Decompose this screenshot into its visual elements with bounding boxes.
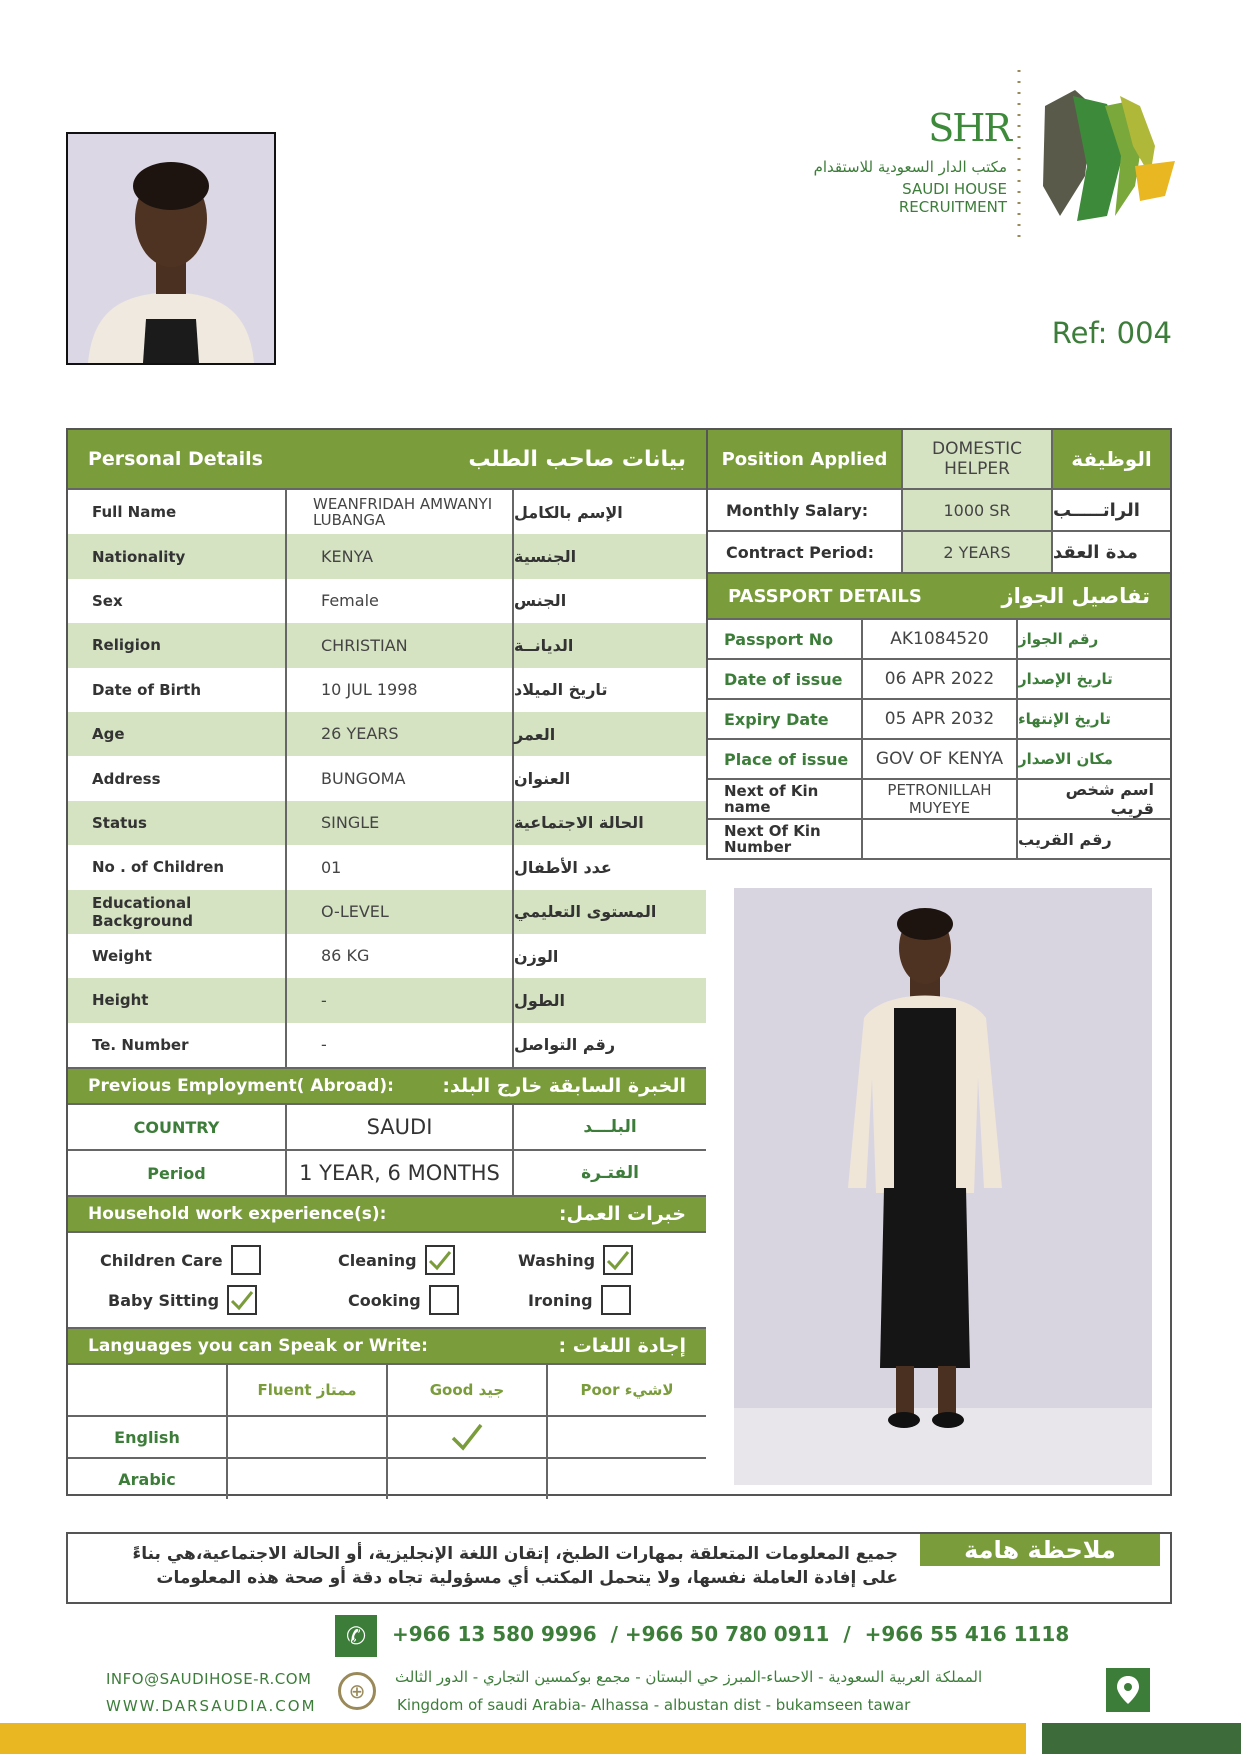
globe-icon: ⊕: [338, 1672, 376, 1710]
field-label-ar: الجنس: [514, 591, 567, 611]
passport-label-ar: تاريخ الإنتهاء: [1018, 710, 1111, 728]
checkmark-icon: [230, 1289, 254, 1311]
passport-row: [708, 620, 1170, 660]
field-label: Date of Birth: [68, 668, 287, 712]
field-value: Female: [287, 579, 514, 623]
previous-table: [68, 1103, 706, 1195]
language-name: Arabic: [68, 1459, 228, 1499]
passport-value: [863, 820, 1018, 858]
checkbox[interactable]: [601, 1285, 631, 1315]
checklist-label: Cleaning: [338, 1250, 417, 1270]
position-row-ar: الراتـــــب: [1053, 499, 1140, 521]
languages-column: Good جيد: [388, 1365, 548, 1415]
field-label-ar: عدد الأطفال: [514, 857, 612, 877]
passport-label: Expiry Date: [708, 700, 863, 738]
passport-row: [708, 740, 1170, 780]
previous-label-ar: البلـــد: [583, 1117, 637, 1138]
passport-value: AK1084520: [863, 620, 1018, 658]
position-section: [706, 430, 1170, 860]
personal-row: [68, 490, 706, 534]
note-title: ملاحظة هامة: [920, 1534, 1160, 1566]
passport-table: [708, 620, 1170, 860]
position-row-value: 1000 SR: [903, 490, 1053, 530]
field-label: Address: [68, 756, 287, 800]
personal-row: [68, 668, 706, 712]
passport-label: Next Of Kin Number: [708, 820, 863, 858]
passport-label: Date of issue: [708, 660, 863, 698]
languages-corner: [68, 1365, 228, 1415]
personal-title-en: Personal Details: [88, 448, 263, 470]
field-value: KENYA: [287, 534, 514, 578]
languages-column: Poor لاشيء: [580, 1381, 674, 1400]
previous-title-ar: الخبرة السابقة خارج البلد:: [442, 1075, 686, 1098]
field-value: 01: [287, 845, 514, 889]
languages-row: [68, 1457, 706, 1499]
personal-row: [68, 756, 706, 800]
field-value: WEANFRIDAH AMWANYI LUBANGA: [287, 490, 514, 534]
position-ar: الوظيفة: [1053, 430, 1170, 488]
previous-label: COUNTRY: [68, 1105, 287, 1149]
field-value: O-LEVEL: [287, 890, 514, 934]
passport-label-ar: رقم الجواز: [1018, 630, 1099, 648]
languages-title-ar: إجادة اللغات :: [558, 1335, 686, 1358]
company-logo: [795, 66, 1180, 246]
important-note: [66, 1532, 1172, 1604]
field-value: CHRISTIAN: [287, 623, 514, 667]
cv-card: [66, 428, 1172, 1496]
passport-label-ar: اسم شخص قريب: [1065, 780, 1154, 818]
passport-row: [708, 780, 1170, 820]
personal-row: [68, 801, 706, 845]
footer-bar-green: [1042, 1723, 1241, 1754]
passport-label: Next of Kin name: [708, 780, 863, 818]
checklist-item[interactable]: [528, 1285, 631, 1315]
passport-row: [708, 820, 1170, 860]
previous-label: Period: [68, 1151, 287, 1195]
footer-bar-yellow: [0, 1723, 1026, 1754]
field-label: Religion: [68, 623, 287, 667]
field-label: Te. Number: [68, 1023, 287, 1067]
passport-label-ar: رقم القريب: [1018, 829, 1112, 849]
passport-label-ar: تاريخ الإصدار: [1018, 670, 1113, 688]
passport-label: Passport No: [708, 620, 863, 658]
passport-value: GOV OF KENYA: [863, 740, 1018, 778]
website-link[interactable]: WWW.DARSAUDIA.COM: [106, 1697, 317, 1715]
personal-row: [68, 534, 706, 578]
checklist-item[interactable]: [108, 1285, 257, 1315]
languages-title-en: Languages you can Speak or Write:: [88, 1336, 428, 1357]
field-label: No . of Children: [68, 845, 287, 889]
position-row-ar: مدة العقد: [1053, 541, 1138, 563]
language-level-cell[interactable]: [548, 1417, 706, 1457]
field-label: Age: [68, 712, 287, 756]
brand-arabic: مكتب الدار السعودية للاستقدام: [813, 158, 1007, 176]
checkbox[interactable]: [227, 1285, 257, 1315]
passport-row: [708, 660, 1170, 700]
field-label: Educational Background: [68, 890, 287, 934]
passport-header: [708, 574, 1170, 620]
languages-head-row: [68, 1365, 706, 1415]
field-label: Full Name: [68, 490, 287, 534]
checklist-label: Ironing: [528, 1290, 593, 1310]
checklist-label: Washing: [518, 1250, 596, 1270]
previous-row: [68, 1149, 706, 1195]
full-body-photo: [734, 888, 1152, 1485]
address-english: Kingdom of saudi Arabia- Alhassa - albustan dist - bukamseen tawar: [397, 1696, 911, 1714]
language-level-cell[interactable]: [388, 1459, 548, 1499]
field-label: Height: [68, 978, 287, 1022]
checklist-item[interactable]: [518, 1245, 633, 1275]
position-row-label: Monthly Salary:: [708, 490, 903, 530]
household-checklist: [68, 1231, 706, 1327]
field-label-ar: الجنسية: [514, 547, 577, 567]
reference-number: Ref: 004: [1051, 316, 1172, 350]
brand-english: SAUDI HOUSE RECRUITMENT: [898, 180, 1007, 216]
household-header: [68, 1195, 706, 1231]
checkbox[interactable]: [429, 1285, 459, 1315]
personal-table: [68, 490, 706, 1067]
previous-header: [68, 1067, 706, 1103]
field-label: Status: [68, 801, 287, 845]
previous-title-en: Previous Employment( Abroad):: [88, 1076, 394, 1097]
portrait-photo: [66, 132, 276, 365]
field-label-ar: العنوان: [514, 769, 571, 789]
passport-title-en: PASSPORT DETAILS: [728, 585, 922, 607]
personal-row: [68, 845, 706, 889]
household-title-ar: خبرات العمل:: [558, 1203, 686, 1226]
languages-header: [68, 1327, 706, 1363]
checklist-item[interactable]: [348, 1285, 459, 1315]
email-link[interactable]: INFO@SAUDIHOSE-R.COM: [106, 1670, 312, 1688]
previous-value: SAUDI: [287, 1105, 514, 1149]
checkmark-icon: [606, 1249, 630, 1271]
personal-title-ar: بيانات صاحب الطلب: [468, 446, 686, 472]
brand-mark: SHR: [928, 106, 1010, 150]
field-value: 10 JUL 1998: [287, 668, 514, 712]
field-label-ar: العمر: [514, 724, 556, 744]
field-label: Weight: [68, 934, 287, 978]
language-level-cell[interactable]: [228, 1417, 388, 1457]
language-name: English: [68, 1417, 228, 1457]
position-value: DOMESTIC HELPER: [903, 430, 1053, 488]
field-label-ar: رقم التواصل: [514, 1035, 616, 1055]
location-pin-icon: [1106, 1668, 1150, 1712]
checkbox[interactable]: [425, 1245, 455, 1275]
passport-label-ar: مكان الاصدار: [1018, 750, 1113, 768]
checklist-item[interactable]: [338, 1245, 455, 1275]
field-value: -: [287, 978, 514, 1022]
passport-title-ar: تفاصيل الجواز: [1001, 584, 1150, 608]
checklist-item[interactable]: [100, 1245, 261, 1275]
field-label-ar: الديانــة: [514, 635, 574, 655]
passport-value: 05 APR 2032: [863, 700, 1018, 738]
field-label-ar: الوزن: [514, 946, 559, 966]
checkmark-icon: [450, 1422, 484, 1452]
passport-label: Place of issue: [708, 740, 863, 778]
position-row: [708, 532, 1170, 574]
language-level-cell[interactable]: [228, 1459, 388, 1499]
phone-numbers[interactable]: +966 13 580 9996 / +966 50 780 0911 / +966 55 416 1118: [392, 1622, 1070, 1646]
field-label: Sex: [68, 579, 287, 623]
languages-row: [68, 1415, 706, 1457]
position-header: [708, 430, 1170, 490]
field-value: 86 KG: [287, 934, 514, 978]
field-value: 26 YEARS: [287, 712, 514, 756]
personal-section: [68, 430, 706, 1499]
languages-table: [68, 1363, 706, 1499]
address-arabic: المملكة العربية السعودية - الاحساء-المبرز حي البستان - مجمع بوكمسين التجاري - الدور الثالث: [395, 1668, 983, 1686]
checkbox[interactable]: [231, 1245, 261, 1275]
field-label-ar: الإسم بالكامل: [514, 502, 623, 522]
passport-row: [708, 700, 1170, 740]
personal-row: [68, 579, 706, 623]
field-value: BUNGOMA: [287, 756, 514, 800]
language-level-cell[interactable]: [548, 1459, 706, 1499]
field-label-ar: الحالة الاجتماعية: [514, 813, 644, 833]
checkbox[interactable]: [603, 1245, 633, 1275]
field-label-ar: الطول: [514, 990, 565, 1010]
note-text: جميع المعلومات المتعلقة بمهارات الطبخ، إتقان اللغة الإنجليزية، أو الحالة الاجتماعية،هي بناءً على إفادة العاملة نفسها، ولا يتحمل المكتب أي مسؤولية تجاه دقة أو صحة هذه المعلومات: [132, 1544, 898, 1588]
previous-value: 1 YEAR, 6 MONTHS: [287, 1151, 514, 1195]
position-table: [708, 490, 1170, 574]
checklist-label: Baby Sitting: [108, 1290, 220, 1310]
household-title-en: Household work experience(s):: [88, 1204, 387, 1225]
personal-row: [68, 712, 706, 756]
language-level-cell[interactable]: [388, 1417, 548, 1457]
field-value: -: [287, 1023, 514, 1067]
field-label-ar: المستوى التعليمي: [514, 902, 657, 922]
checklist-label: Cooking: [348, 1290, 421, 1310]
checkmark-icon: [428, 1249, 452, 1271]
phone-icon: ✆: [335, 1615, 377, 1657]
previous-row: [68, 1103, 706, 1149]
personal-header: [68, 430, 706, 490]
personal-row: [68, 1023, 706, 1067]
field-label-ar: تاريخ الميلاد: [514, 680, 608, 700]
personal-row: [68, 623, 706, 667]
personal-row: [68, 978, 706, 1022]
field-label: Nationality: [68, 534, 287, 578]
position-row: [708, 490, 1170, 532]
passport-value: PETRONILLAH MUYEYE: [863, 780, 1018, 818]
previous-label-ar: الفتـرة: [581, 1163, 639, 1184]
position-row-label: Contract Period:: [708, 532, 903, 572]
passport-value: 06 APR 2022: [863, 660, 1018, 698]
position-row-value: 2 YEARS: [903, 532, 1053, 572]
personal-row: [68, 890, 706, 934]
position-label: Position Applied: [708, 430, 903, 488]
field-value: SINGLE: [287, 801, 514, 845]
personal-row: [68, 934, 706, 978]
languages-column: Fluent ممتاز: [228, 1365, 388, 1415]
checklist-label: Children Care: [100, 1250, 223, 1270]
